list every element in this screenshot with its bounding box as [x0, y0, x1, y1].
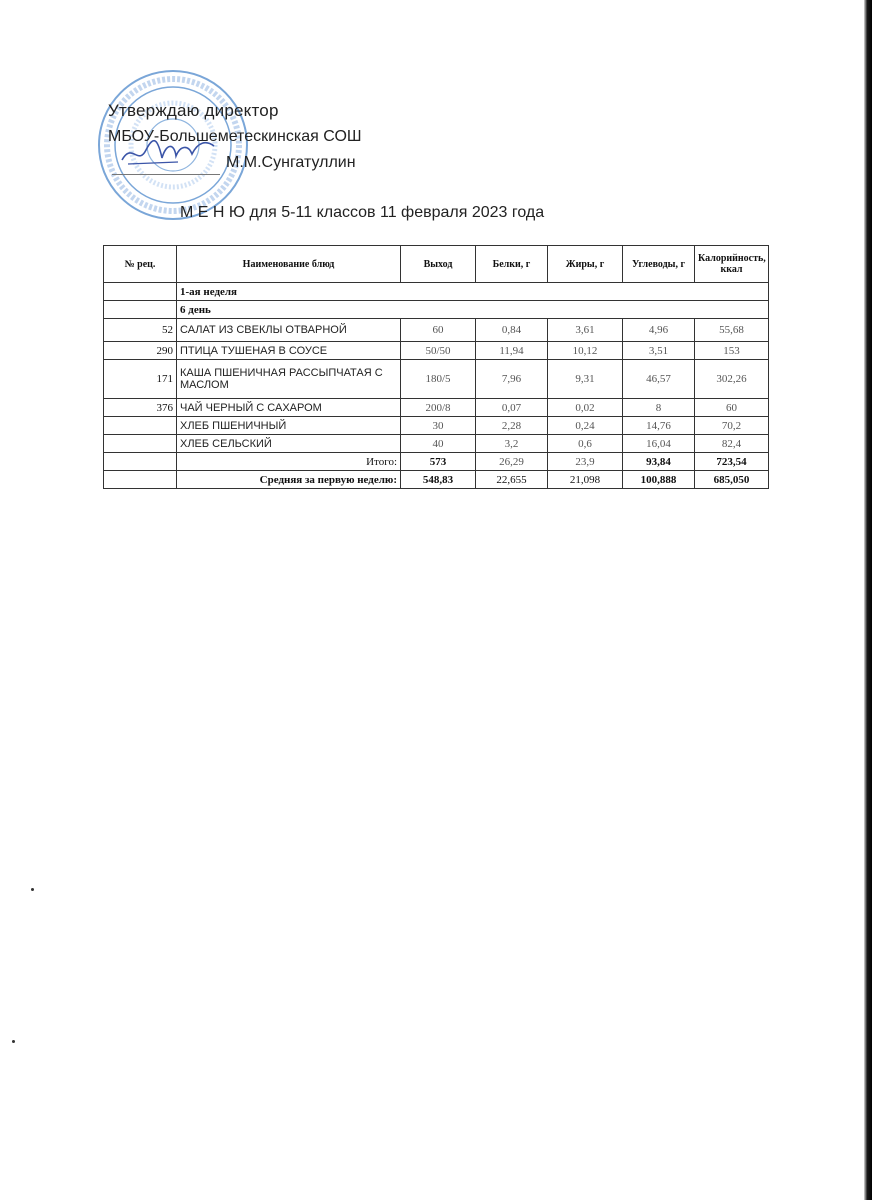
col-fat: Жиры, г [548, 246, 623, 283]
average-carbs: 100,888 [623, 471, 695, 489]
average-fat: 21,098 [548, 471, 623, 489]
yield-value: 60 [401, 319, 476, 342]
protein-value: 3,2 [476, 435, 548, 453]
protein-value: 11,94 [476, 342, 548, 360]
carbs-value: 8 [623, 399, 695, 417]
menu-table [103, 245, 769, 489]
table-header-row [104, 246, 769, 283]
col-rec: № рец. [104, 246, 177, 283]
rec-number [104, 435, 177, 453]
average-label: Средняя за первую неделю: [177, 471, 401, 489]
signature-line [112, 174, 220, 175]
rec-number: 52 [104, 319, 177, 342]
yield-value: 50/50 [401, 342, 476, 360]
week-row [104, 283, 769, 301]
yield-value: 40 [401, 435, 476, 453]
carbs-value: 16,04 [623, 435, 695, 453]
school-name: МБОУ-Большеметескинская СОШ [108, 128, 362, 145]
director-name: М.М.Сунгатуллин [226, 154, 356, 171]
total-carbs: 93,84 [623, 453, 695, 471]
protein-value: 0,84 [476, 319, 548, 342]
dish-name: ЧАЙ ЧЕРНЫЙ С САХАРОМ [177, 399, 401, 417]
rec-number: 376 [104, 399, 177, 417]
kcal-value: 55,68 [695, 319, 769, 342]
protein-value: 0,07 [476, 399, 548, 417]
total-yield: 573 [401, 453, 476, 471]
protein-value: 7,96 [476, 360, 548, 399]
yield-value: 180/5 [401, 360, 476, 399]
total-kcal: 723,54 [695, 453, 769, 471]
col-protein: Белки, г [476, 246, 548, 283]
approve-title: Утверждаю директор [108, 101, 279, 120]
table-row [104, 319, 769, 342]
carbs-value: 3,51 [623, 342, 695, 360]
table-row [104, 342, 769, 360]
rec-number [104, 417, 177, 435]
rec-number: 290 [104, 342, 177, 360]
dish-name: ХЛЕБ ПШЕНИЧНЫЙ [177, 417, 401, 435]
total-empty-cell [104, 453, 177, 471]
carbs-value: 4,96 [623, 319, 695, 342]
approval-block [108, 98, 362, 176]
dish-name: КАША ПШЕНИЧНАЯ РАССЫПЧАТАЯ С МАСЛОМ [177, 360, 401, 399]
kcal-value: 82,4 [695, 435, 769, 453]
col-yield: Выход [401, 246, 476, 283]
yield-value: 200/8 [401, 399, 476, 417]
average-protein: 22,655 [476, 471, 548, 489]
fat-value: 0,6 [548, 435, 623, 453]
table-row [104, 435, 769, 453]
carbs-value: 46,57 [623, 360, 695, 399]
col-name: Наименование блюд [177, 246, 401, 283]
col-kcal: Калорийность, ккал [695, 246, 769, 283]
average-kcal: 685,050 [695, 471, 769, 489]
fat-value: 0,02 [548, 399, 623, 417]
dish-name: ХЛЕБ СЕЛЬСКИЙ [177, 435, 401, 453]
total-fat: 23,9 [548, 453, 623, 471]
week-label: 1-ая неделя [177, 283, 769, 301]
fat-value: 0,24 [548, 417, 623, 435]
dish-name: САЛАТ ИЗ СВЕКЛЫ ОТВАРНОЙ [177, 319, 401, 342]
menu-title: М Е Н Ю для 5-11 классов 11 февраля 2023 года [180, 204, 545, 221]
kcal-value: 70,2 [695, 417, 769, 435]
average-yield: 548,83 [401, 471, 476, 489]
col-carbs: Углеводы, г [623, 246, 695, 283]
kcal-value: 302,26 [695, 360, 769, 399]
scan-edge [864, 0, 872, 1200]
average-empty-cell [104, 471, 177, 489]
fat-value: 3,61 [548, 319, 623, 342]
average-row [104, 471, 769, 489]
day-cell-empty [104, 301, 177, 319]
day-label: 6 день [177, 301, 769, 319]
week-cell-empty [104, 283, 177, 301]
carbs-value: 14,76 [623, 417, 695, 435]
table-row [104, 399, 769, 417]
protein-value: 2,28 [476, 417, 548, 435]
total-protein: 26,29 [476, 453, 548, 471]
total-label: Итого: [177, 453, 401, 471]
yield-value: 30 [401, 417, 476, 435]
fat-value: 10,12 [548, 342, 623, 360]
kcal-value: 153 [695, 342, 769, 360]
scan-speck [31, 888, 34, 891]
scan-speck [12, 1040, 15, 1043]
day-row [104, 301, 769, 319]
total-row [104, 453, 769, 471]
dish-name: ПТИЦА ТУШЕНАЯ В СОУСЕ [177, 342, 401, 360]
table-row [104, 360, 769, 399]
rec-number: 171 [104, 360, 177, 399]
fat-value: 9,31 [548, 360, 623, 399]
kcal-value: 60 [695, 399, 769, 417]
table-row [104, 417, 769, 435]
